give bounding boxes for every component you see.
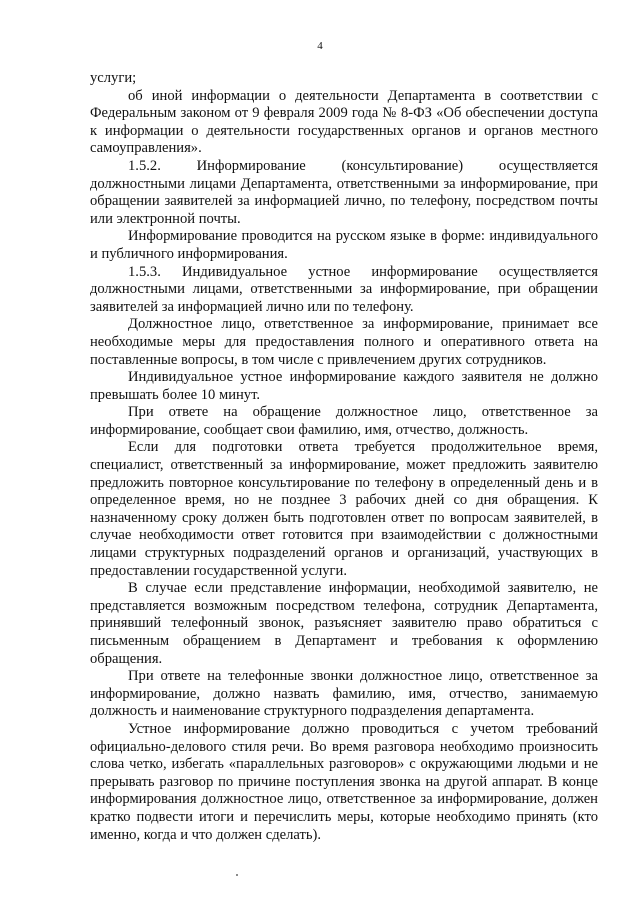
paragraph: 1.5.2. Информирование (консультирование) осуществляется должностными лицами Департамента, ответственными за информирование, при обращении заявителей за информацией лично, по телефону, посредством почты или электронной почты. [90, 157, 598, 227]
paragraph: Должностное лицо, ответственное за информирование, принимает все необходимые меры для предоставления полного и оперативного ответа на поставленные вопросы, в том числе с привлечением других сотрудников. [90, 316, 598, 368]
document-body [90, 70, 598, 844]
paragraph: Устное информирование должно проводиться с учетом требований официально-делового стиля речи. Во время разговора необходимо произносить слова четко, избегать «параллельных разговоров» с окружающими людьми и не прерывать разговор по причине поступления звонка на другой аппарат. В конце информирования должностное лицо, ответственное за информирование, должен кратко подвести итоги и перечислить меры, которые необходимо принять (кто именно, когда и что должен сделать). [90, 720, 598, 843]
paragraph: Информирование проводится на русском языке в форме: индивидуального и публичного информирования. [90, 228, 598, 262]
paragraph: Если для подготовки ответа требуется продолжительное время, специалист, ответственный за информирование, может предложить заявителю предложить повторное консультирование по телефону в определенный день и в определенное время, но не позднее 3 рабочих дней со дня обращения. К назначенному сроку должен быть подготовлен ответ по вопросам заявителей, в случае необходимости ответ готовится при взаимодействии с должностными лицами структурных подразделений органов и организаций, участвующих в предоставлении государственной услуги. [90, 439, 598, 579]
paragraph: При ответе на телефонные звонки должностное лицо, ответственное за информирование, должно назвать фамилию, имя, отчество, занимаемую должность и наименование структурного подразделения департамента. [90, 668, 598, 720]
page-number: 4 [317, 40, 323, 52]
paragraph: В случае если представление информации, необходимой заявителю, не представляется возможным посредством телефона, сотрудник Департамента, принявший телефонный звонок, разъясняет заявителю право обратиться с письменным обращением в Департамент и требования к оформлению обращения. [90, 580, 598, 667]
paragraph: услуги; [90, 70, 137, 86]
paragraph: 1.5.3. Индивидуальное устное информирование осуществляется должностными лицами, ответственными за информирование, при обращении заявителей за информацией лично или по телефону. [90, 263, 598, 315]
scan-speck [236, 874, 238, 876]
paragraph: об иной информации о деятельности Департамента в соответствии с Федеральным законом от 9 февраля 2009 года № 8-ФЗ «Об обеспечении доступа к информации о деятельности государственных органов и органов местного самоуправления». [90, 87, 598, 157]
paragraph: При ответе на обращение должностное лицо, ответственное за информирование, сообщает свои фамилию, имя, отчество, должность. [90, 404, 598, 438]
paragraph: Индивидуальное устное информирование каждого заявителя не должно превышать более 10 минут. [90, 369, 598, 403]
